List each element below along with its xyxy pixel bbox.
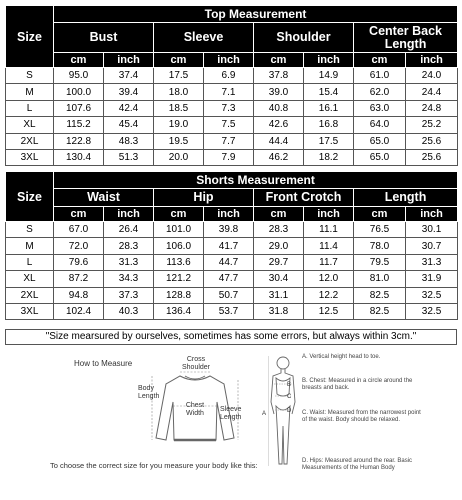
measurement-cell: 32.5 [406,303,458,319]
size-cell: 2XL [6,133,54,149]
measurement-cell: 19.5 [154,133,204,149]
measurement-cell: 12.0 [304,271,354,287]
measurement-cell: 102.4 [54,303,104,319]
measurement-cell: 61.0 [354,68,406,84]
size-cell: 2XL [6,287,54,303]
group-header: Waist [54,189,154,207]
shorts-table-body [6,222,458,320]
marker-b: B [287,382,292,388]
measurement-cell: 44.4 [254,133,304,149]
measurement-cell: 62.0 [354,84,406,100]
unit-header: inch [406,207,458,222]
measurement-cell: 20.0 [154,149,204,165]
legend-item-d: D. Hips: Measured around the rear. Basic Measurements of the Human Body [302,458,413,471]
measurement-cell: 48.3 [104,133,154,149]
unit-header: cm [354,53,406,68]
table-row [6,271,458,287]
measurement-cell: 136.4 [154,303,204,319]
measurement-cell: 37.4 [104,68,154,84]
measurement-cell: 25.6 [406,149,458,165]
measurement-cell: 94.8 [54,287,104,303]
measurement-cell: 12.5 [304,303,354,319]
measurement-cell: 14.9 [304,68,354,84]
measurement-cell: 18.0 [154,84,204,100]
marker-c: C [287,394,292,400]
sleeve-length-label: Sleeve Length [220,406,242,421]
table-row [6,117,458,133]
measurement-cell: 79.5 [354,254,406,270]
measurement-cell: 17.5 [154,68,204,84]
unit-header: inch [204,53,254,68]
group-header: Center Back Length [354,23,458,53]
measurement-cell: 101.0 [154,222,204,238]
measurement-cell: 128.8 [154,287,204,303]
measurement-cell: 7.1 [204,84,254,100]
measurement-cell: 122.8 [54,133,104,149]
measurement-cell: 7.9 [204,149,254,165]
measurement-cell: 45.4 [104,117,154,133]
measurement-cell: 18.2 [304,149,354,165]
measurement-cell: 11.1 [304,222,354,238]
measurement-cell: 53.7 [204,303,254,319]
unit-header: cm [254,207,304,222]
unit-header: cm [54,53,104,68]
measurement-cell: 25.2 [406,117,458,133]
group-header: Front Crotch [254,189,354,207]
unit-header: cm [354,207,406,222]
measurement-cell: 130.4 [54,149,104,165]
measurement-cell: 7.3 [204,100,254,116]
measurement-cell: 31.1 [254,287,304,303]
unit-row [6,207,458,222]
measurement-cell: 67.0 [54,222,104,238]
table-row [6,222,458,238]
measurement-cell: 63.0 [354,100,406,116]
measurement-cell: 40.3 [104,303,154,319]
measurement-cell: 34.3 [104,271,154,287]
measurement-cell: 7.5 [204,117,254,133]
measurement-cell: 11.7 [304,254,354,270]
measurement-cell: 42.6 [254,117,304,133]
measurement-cell: 31.3 [406,254,458,270]
table-row [6,254,458,270]
measurement-cell: 100.0 [54,84,104,100]
measurement-cell: 26.4 [104,222,154,238]
measurement-cell: 95.0 [54,68,104,84]
body-figure-illustration [268,354,298,474]
table-row [6,133,458,149]
measurement-cell: 31.8 [254,303,304,319]
size-cell: M [6,84,54,100]
unit-header: inch [204,207,254,222]
measurement-cell: 40.8 [254,100,304,116]
legend-item-c: C. Waist: Measured from the narrowest point of the waist. Body should be relaxed. [302,410,421,423]
group-header: Sleeve [154,23,254,53]
measurement-cell: 24.4 [406,84,458,100]
measurement-cell: 24.0 [406,68,458,84]
table-row [6,238,458,254]
measurement-cell: 30.7 [406,238,458,254]
table-row [6,100,458,116]
body-length-label: Body Length [138,385,160,400]
measuring-guide [0,348,462,500]
measurement-cell: 44.7 [204,254,254,270]
size-cell: L [6,254,54,270]
legend-item-a: A. Vertical height head to toe. [302,354,381,360]
measurement-cell: 50.7 [204,287,254,303]
measurement-cell: 46.2 [254,149,304,165]
measurement-cell: 30.1 [406,222,458,238]
measurement-cell: 16.1 [304,100,354,116]
measurement-cell: 24.8 [406,100,458,116]
group-header: Length [354,189,458,207]
measurement-cell: 39.0 [254,84,304,100]
table-row [6,68,458,84]
measurement-cell: 76.5 [354,222,406,238]
measurement-cell: 29.0 [254,238,304,254]
measurement-cell: 81.0 [354,271,406,287]
measurement-cell: 39.8 [204,222,254,238]
measurement-cell: 82.5 [354,303,406,319]
measurement-cell: 79.6 [54,254,104,270]
measurement-cell: 82.5 [354,287,406,303]
shorts-measurement-table [5,171,458,320]
top-table-body [6,68,458,166]
unit-header: inch [304,207,354,222]
size-cell: S [6,68,54,84]
marker-a: A [262,411,267,417]
guide-title: How to Measure [74,359,133,368]
measurement-cell: 18.5 [154,100,204,116]
measurement-cell: 113.6 [154,254,204,270]
measurement-cell: 28.3 [254,222,304,238]
measurement-cell: 7.7 [204,133,254,149]
guide-instruction: To choose the correct size for you measure your body like this: [50,461,258,470]
measurement-cell: 121.2 [154,271,204,287]
unit-header: cm [154,207,204,222]
measurement-cell: 31.3 [104,254,154,270]
size-column-header: Size [6,172,54,222]
size-cell: XL [6,117,54,133]
group-header: Shoulder [254,23,354,53]
size-cell: M [6,238,54,254]
marker-d: D [287,408,292,414]
unit-header: inch [104,53,154,68]
size-cell: S [6,222,54,238]
unit-header: inch [406,53,458,68]
unit-header: cm [154,53,204,68]
measurement-cell: 28.3 [104,238,154,254]
measurement-note: "Size mearsured by ourselves, sometimes has some errors, but always within 3cm." [5,329,457,345]
measurement-cell: 12.2 [304,287,354,303]
table-title: Shorts Measurement [54,172,458,189]
measurement-cell: 15.4 [304,84,354,100]
table-row [6,84,458,100]
table-row [6,149,458,165]
measurement-cell: 17.5 [304,133,354,149]
size-cell: 3XL [6,303,54,319]
measurement-cell: 39.4 [104,84,154,100]
measurement-cell: 25.6 [406,133,458,149]
unit-header: cm [54,207,104,222]
measurement-cell: 31.9 [406,271,458,287]
measurement-cell: 65.0 [354,133,406,149]
measurement-cell: 37.8 [254,68,304,84]
size-column-header: Size [6,6,54,68]
table-title: Top Measurement [54,6,458,23]
measurement-cell: 107.6 [54,100,104,116]
measurement-cell: 72.0 [54,238,104,254]
unit-header: cm [254,53,304,68]
measurement-cell: 37.3 [104,287,154,303]
measurement-cell: 65.0 [354,149,406,165]
measurement-cell: 6.9 [204,68,254,84]
measurement-cell: 41.7 [204,238,254,254]
measurement-cell: 30.4 [254,271,304,287]
measurement-cell: 64.0 [354,117,406,133]
size-cell: 3XL [6,149,54,165]
measurement-cell: 42.4 [104,100,154,116]
chest-width-label: Chest Width [185,402,205,417]
table-row [6,287,458,303]
measurement-cell: 19.0 [154,117,204,133]
cross-shoulder-label: Cross Shoulder [181,356,211,371]
unit-header: inch [104,207,154,222]
size-cell: L [6,100,54,116]
table-row [6,303,458,319]
measurement-cell: 29.7 [254,254,304,270]
measurement-cell: 16.8 [304,117,354,133]
measurement-cell: 78.0 [354,238,406,254]
group-header: Hip [154,189,254,207]
measurement-cell: 87.2 [54,271,104,287]
group-header: Bust [54,23,154,53]
top-measurement-table [5,5,458,166]
unit-row [6,53,458,68]
measurement-cell: 32.5 [406,287,458,303]
measurement-cell: 47.7 [204,271,254,287]
measurement-cell: 51.3 [104,149,154,165]
measurement-cell: 106.0 [154,238,204,254]
legend-item-b: B. Chest: Measured in a circle around the breasts and back. [302,378,413,391]
size-cell: XL [6,271,54,287]
measurement-cell: 115.2 [54,117,104,133]
unit-header: inch [304,53,354,68]
measurement-cell: 11.4 [304,238,354,254]
